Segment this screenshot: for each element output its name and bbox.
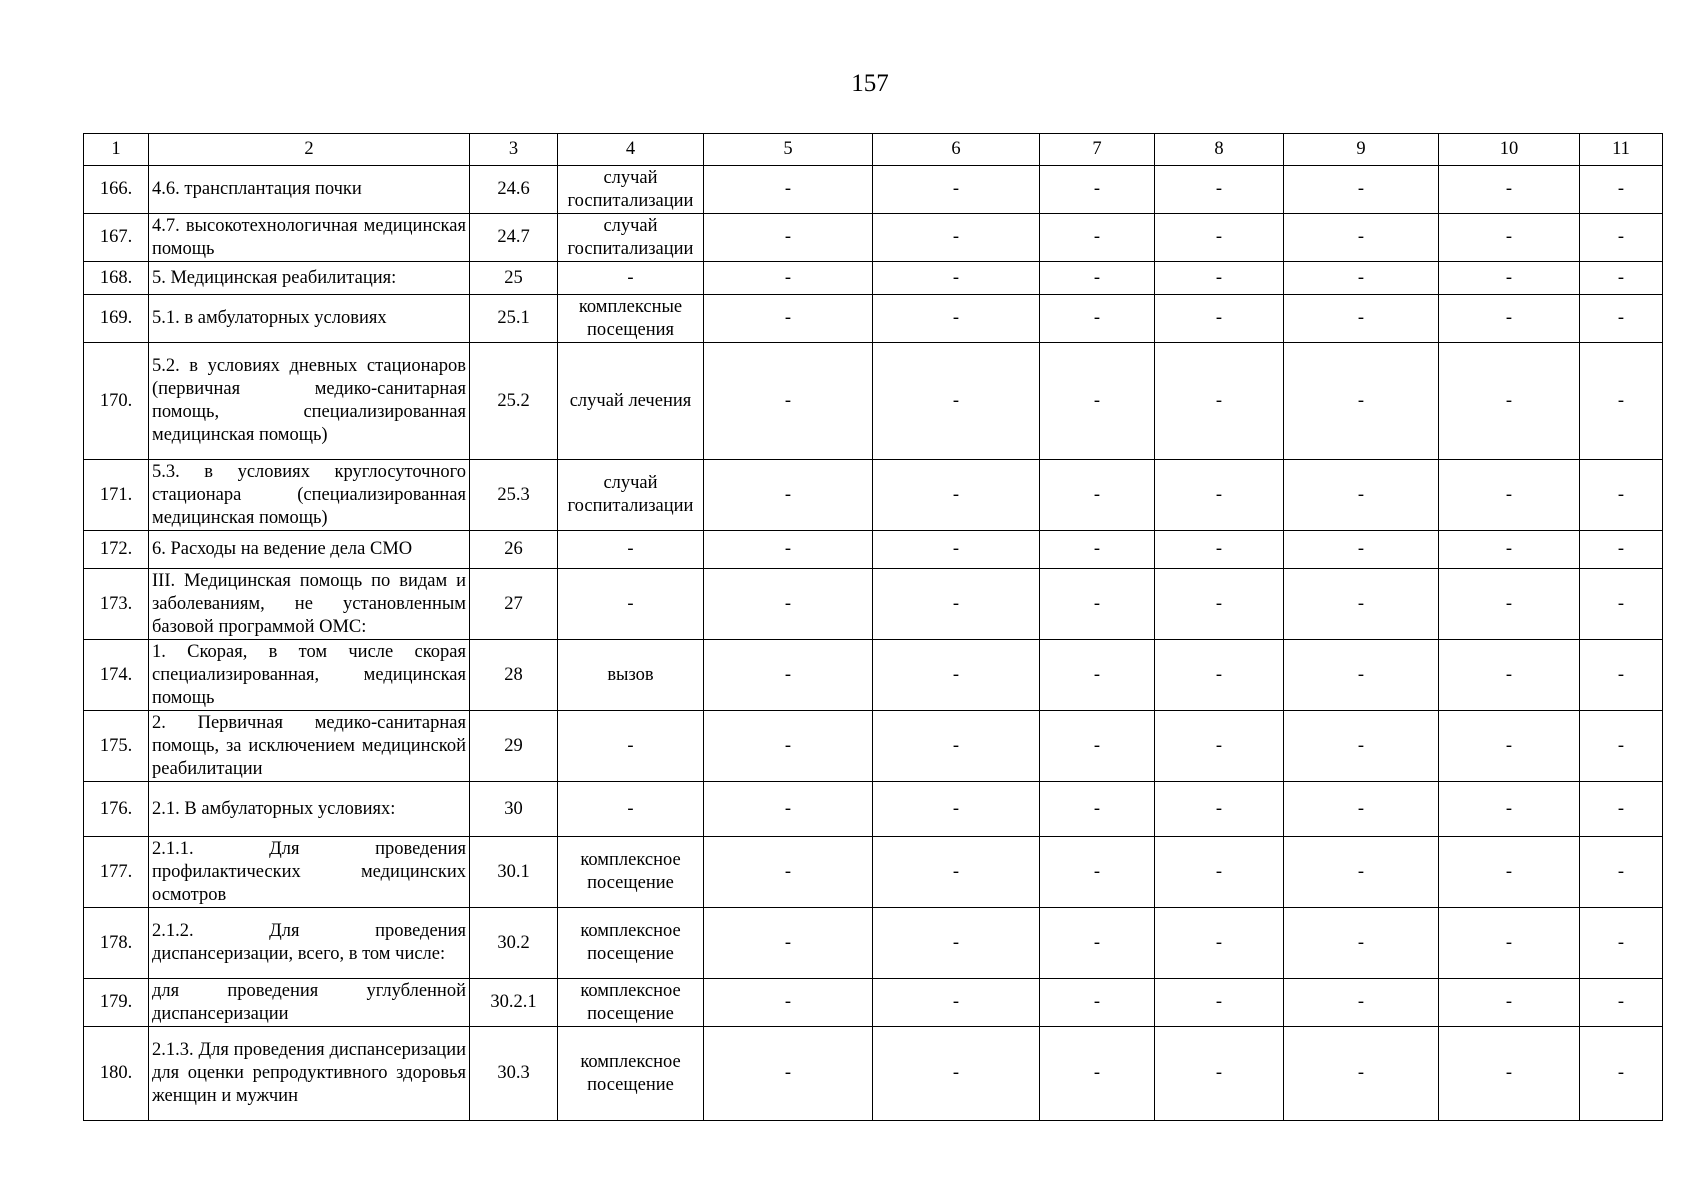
row-value: -: [1439, 262, 1580, 295]
row-value: -: [1284, 1027, 1439, 1121]
row-value: -: [1439, 343, 1580, 460]
row-code: 27: [470, 569, 558, 640]
row-value: -: [873, 1027, 1040, 1121]
table-row: [84, 908, 1663, 979]
row-number: 169.: [84, 295, 149, 343]
row-name: 4.6. трансплантация почки: [149, 166, 470, 214]
header-row: [84, 134, 1663, 166]
row-value: -: [1439, 214, 1580, 262]
row-value: -: [1439, 531, 1580, 569]
row-value: -: [1580, 531, 1663, 569]
row-unit: -: [558, 569, 704, 640]
row-number: 177.: [84, 837, 149, 908]
row-value: -: [873, 460, 1040, 531]
row-number: 166.: [84, 166, 149, 214]
row-code: 30.3: [470, 1027, 558, 1121]
table-row: [84, 979, 1663, 1027]
row-code: 25: [470, 262, 558, 295]
row-unit: -: [558, 711, 704, 782]
row-value: -: [873, 908, 1040, 979]
row-unit: -: [558, 531, 704, 569]
row-value: -: [873, 837, 1040, 908]
row-unit: комплексные посещения: [558, 295, 704, 343]
row-value: -: [1580, 711, 1663, 782]
row-value: -: [704, 782, 873, 837]
row-code: 30.1: [470, 837, 558, 908]
row-value: -: [1284, 460, 1439, 531]
row-code: 25.2: [470, 343, 558, 460]
row-value: -: [1155, 460, 1284, 531]
row-code: 28: [470, 640, 558, 711]
row-code: 25.3: [470, 460, 558, 531]
row-value: -: [704, 640, 873, 711]
row-number: 170.: [84, 343, 149, 460]
row-value: -: [1284, 295, 1439, 343]
row-value: -: [704, 569, 873, 640]
row-value: -: [1155, 262, 1284, 295]
row-value: -: [704, 531, 873, 569]
row-value: -: [1284, 569, 1439, 640]
row-unit: комплексное посещение: [558, 837, 704, 908]
table-row: [84, 166, 1663, 214]
table-row: [84, 343, 1663, 460]
row-value: -: [1580, 262, 1663, 295]
row-number: 172.: [84, 531, 149, 569]
table-row: [84, 569, 1663, 640]
row-unit: комплексное посещение: [558, 908, 704, 979]
row-value: -: [873, 569, 1040, 640]
table-row: [84, 837, 1663, 908]
row-code: 26: [470, 531, 558, 569]
row-value: -: [1040, 295, 1155, 343]
row-number: 167.: [84, 214, 149, 262]
row-value: -: [1040, 711, 1155, 782]
row-value: -: [1284, 908, 1439, 979]
row-name: 2.1.2. Для проведения диспансеризации, всего, в том числе:: [149, 908, 470, 979]
row-value: -: [1155, 711, 1284, 782]
row-code: 30.2: [470, 908, 558, 979]
row-value: -: [704, 711, 873, 782]
row-value: -: [1040, 166, 1155, 214]
row-value: -: [1284, 837, 1439, 908]
row-value: -: [1439, 295, 1580, 343]
header-cell: 10: [1439, 134, 1580, 166]
row-name: III. Медицинская помощь по видам и заболеваниям, не установленным базовой программой ОМС:: [149, 569, 470, 640]
table-row: [84, 782, 1663, 837]
row-name: 2.1.3. Для проведения диспансеризации для оценки репродуктивного здоровья женщин и мужчин: [149, 1027, 470, 1121]
row-value: -: [1580, 782, 1663, 837]
header-cell: 4: [558, 134, 704, 166]
row-number: 175.: [84, 711, 149, 782]
row-name: 6. Расходы на ведение дела СМО: [149, 531, 470, 569]
row-value: -: [1040, 640, 1155, 711]
row-value: -: [1580, 569, 1663, 640]
header-cell: 8: [1155, 134, 1284, 166]
table-row: [84, 1027, 1663, 1121]
header-cell: 11: [1580, 134, 1663, 166]
row-name: 5.3. в условиях круглосуточного стационара (специализированная медицинская помощь): [149, 460, 470, 531]
table-row: [84, 711, 1663, 782]
row-value: -: [873, 979, 1040, 1027]
row-value: -: [1439, 782, 1580, 837]
row-number: 174.: [84, 640, 149, 711]
page-number: 157: [851, 70, 889, 97]
row-value: -: [704, 837, 873, 908]
row-value: -: [1284, 166, 1439, 214]
row-value: -: [1439, 837, 1580, 908]
row-unit: случай госпитализации: [558, 166, 704, 214]
row-number: 173.: [84, 569, 149, 640]
row-value: -: [1580, 979, 1663, 1027]
row-value: -: [873, 214, 1040, 262]
row-code: 30: [470, 782, 558, 837]
row-value: -: [1040, 979, 1155, 1027]
row-value: -: [704, 343, 873, 460]
row-unit: случай госпитализации: [558, 214, 704, 262]
row-value: -: [1439, 569, 1580, 640]
row-value: -: [1580, 640, 1663, 711]
row-value: -: [1155, 837, 1284, 908]
row-value: -: [1040, 262, 1155, 295]
header-cell: 2: [149, 134, 470, 166]
row-value: -: [704, 460, 873, 531]
row-code: 24.6: [470, 166, 558, 214]
row-value: -: [1040, 1027, 1155, 1121]
row-unit: комплексное посещение: [558, 979, 704, 1027]
row-value: -: [1580, 214, 1663, 262]
row-value: -: [873, 166, 1040, 214]
row-value: -: [1040, 214, 1155, 262]
row-value: -: [704, 214, 873, 262]
row-code: 29: [470, 711, 558, 782]
row-value: -: [873, 531, 1040, 569]
row-value: -: [704, 908, 873, 979]
row-value: -: [1155, 166, 1284, 214]
row-value: -: [1040, 908, 1155, 979]
row-value: -: [1040, 531, 1155, 569]
row-value: -: [1439, 979, 1580, 1027]
row-value: -: [873, 262, 1040, 295]
row-value: -: [1284, 343, 1439, 460]
row-value: -: [1040, 569, 1155, 640]
row-unit: вызов: [558, 640, 704, 711]
row-value: -: [1284, 262, 1439, 295]
row-value: -: [1155, 295, 1284, 343]
row-unit: случай лечения: [558, 343, 704, 460]
row-value: -: [1439, 640, 1580, 711]
header-cell: 1: [84, 134, 149, 166]
row-value: -: [1580, 908, 1663, 979]
row-value: -: [873, 782, 1040, 837]
row-value: -: [1580, 1027, 1663, 1121]
table-row: [84, 531, 1663, 569]
row-value: -: [1580, 295, 1663, 343]
row-value: -: [1439, 166, 1580, 214]
row-value: -: [1155, 214, 1284, 262]
row-value: -: [1155, 531, 1284, 569]
row-number: 168.: [84, 262, 149, 295]
row-value: -: [1580, 166, 1663, 214]
row-value: -: [873, 640, 1040, 711]
row-value: -: [1284, 979, 1439, 1027]
row-value: -: [1284, 711, 1439, 782]
row-value: -: [1040, 343, 1155, 460]
row-value: -: [1580, 837, 1663, 908]
header-cell: 6: [873, 134, 1040, 166]
row-number: 180.: [84, 1027, 149, 1121]
row-value: -: [1439, 908, 1580, 979]
row-value: -: [1155, 640, 1284, 711]
row-value: -: [1040, 782, 1155, 837]
row-value: -: [704, 262, 873, 295]
row-value: -: [1155, 343, 1284, 460]
row-value: -: [704, 166, 873, 214]
row-value: -: [1155, 782, 1284, 837]
table-row: [84, 460, 1663, 531]
row-name: 5.1. в амбулаторных условиях: [149, 295, 470, 343]
row-code: 30.2.1: [470, 979, 558, 1027]
row-value: -: [1284, 531, 1439, 569]
row-number: 178.: [84, 908, 149, 979]
row-unit: случай госпитализации: [558, 460, 704, 531]
row-value: -: [1040, 460, 1155, 531]
row-name: 2.1. В амбулаторных условиях:: [149, 782, 470, 837]
header-cell: 5: [704, 134, 873, 166]
row-unit: -: [558, 262, 704, 295]
header-cell: 9: [1284, 134, 1439, 166]
row-value: -: [1284, 640, 1439, 711]
row-name: 2. Первичная медико-санитарная помощь, за исключением медицинской реабилитации: [149, 711, 470, 782]
row-value: -: [1439, 1027, 1580, 1121]
row-name: 2.1.1. Для проведения профилактических медицинских осмотров: [149, 837, 470, 908]
row-number: 179.: [84, 979, 149, 1027]
data-table: [83, 133, 1663, 1121]
table-row: [84, 640, 1663, 711]
row-code: 24.7: [470, 214, 558, 262]
row-number: 176.: [84, 782, 149, 837]
row-value: -: [704, 979, 873, 1027]
row-code: 25.1: [470, 295, 558, 343]
header-cell: 3: [470, 134, 558, 166]
row-number: 171.: [84, 460, 149, 531]
row-unit: -: [558, 782, 704, 837]
row-name: 5. Медицинская реабилитация:: [149, 262, 470, 295]
row-value: -: [1284, 214, 1439, 262]
row-value: -: [704, 1027, 873, 1121]
row-value: -: [1155, 979, 1284, 1027]
header-cell: 7: [1040, 134, 1155, 166]
row-value: -: [1284, 782, 1439, 837]
table-row: [84, 262, 1663, 295]
row-value: -: [1580, 460, 1663, 531]
row-value: -: [1580, 343, 1663, 460]
row-value: -: [873, 711, 1040, 782]
row-value: -: [1439, 460, 1580, 531]
table-row: [84, 295, 1663, 343]
row-value: -: [873, 295, 1040, 343]
table-row: [84, 214, 1663, 262]
row-value: -: [1155, 1027, 1284, 1121]
row-value: -: [704, 295, 873, 343]
row-value: -: [1155, 569, 1284, 640]
row-name: 5.2. в условиях дневных стационаров (первичная медико-санитарная помощь, специализированная медицинская помощь): [149, 343, 470, 460]
row-name: 1. Скорая, в том числе скорая специализированная, медицинская помощь: [149, 640, 470, 711]
row-unit: комплексное посещение: [558, 1027, 704, 1121]
row-value: -: [1155, 908, 1284, 979]
row-name: для проведения углубленной диспансеризации: [149, 979, 470, 1027]
row-name: 4.7. высокотехнологичная медицинская помощь: [149, 214, 470, 262]
row-value: -: [873, 343, 1040, 460]
row-value: -: [1439, 711, 1580, 782]
row-value: -: [1040, 837, 1155, 908]
